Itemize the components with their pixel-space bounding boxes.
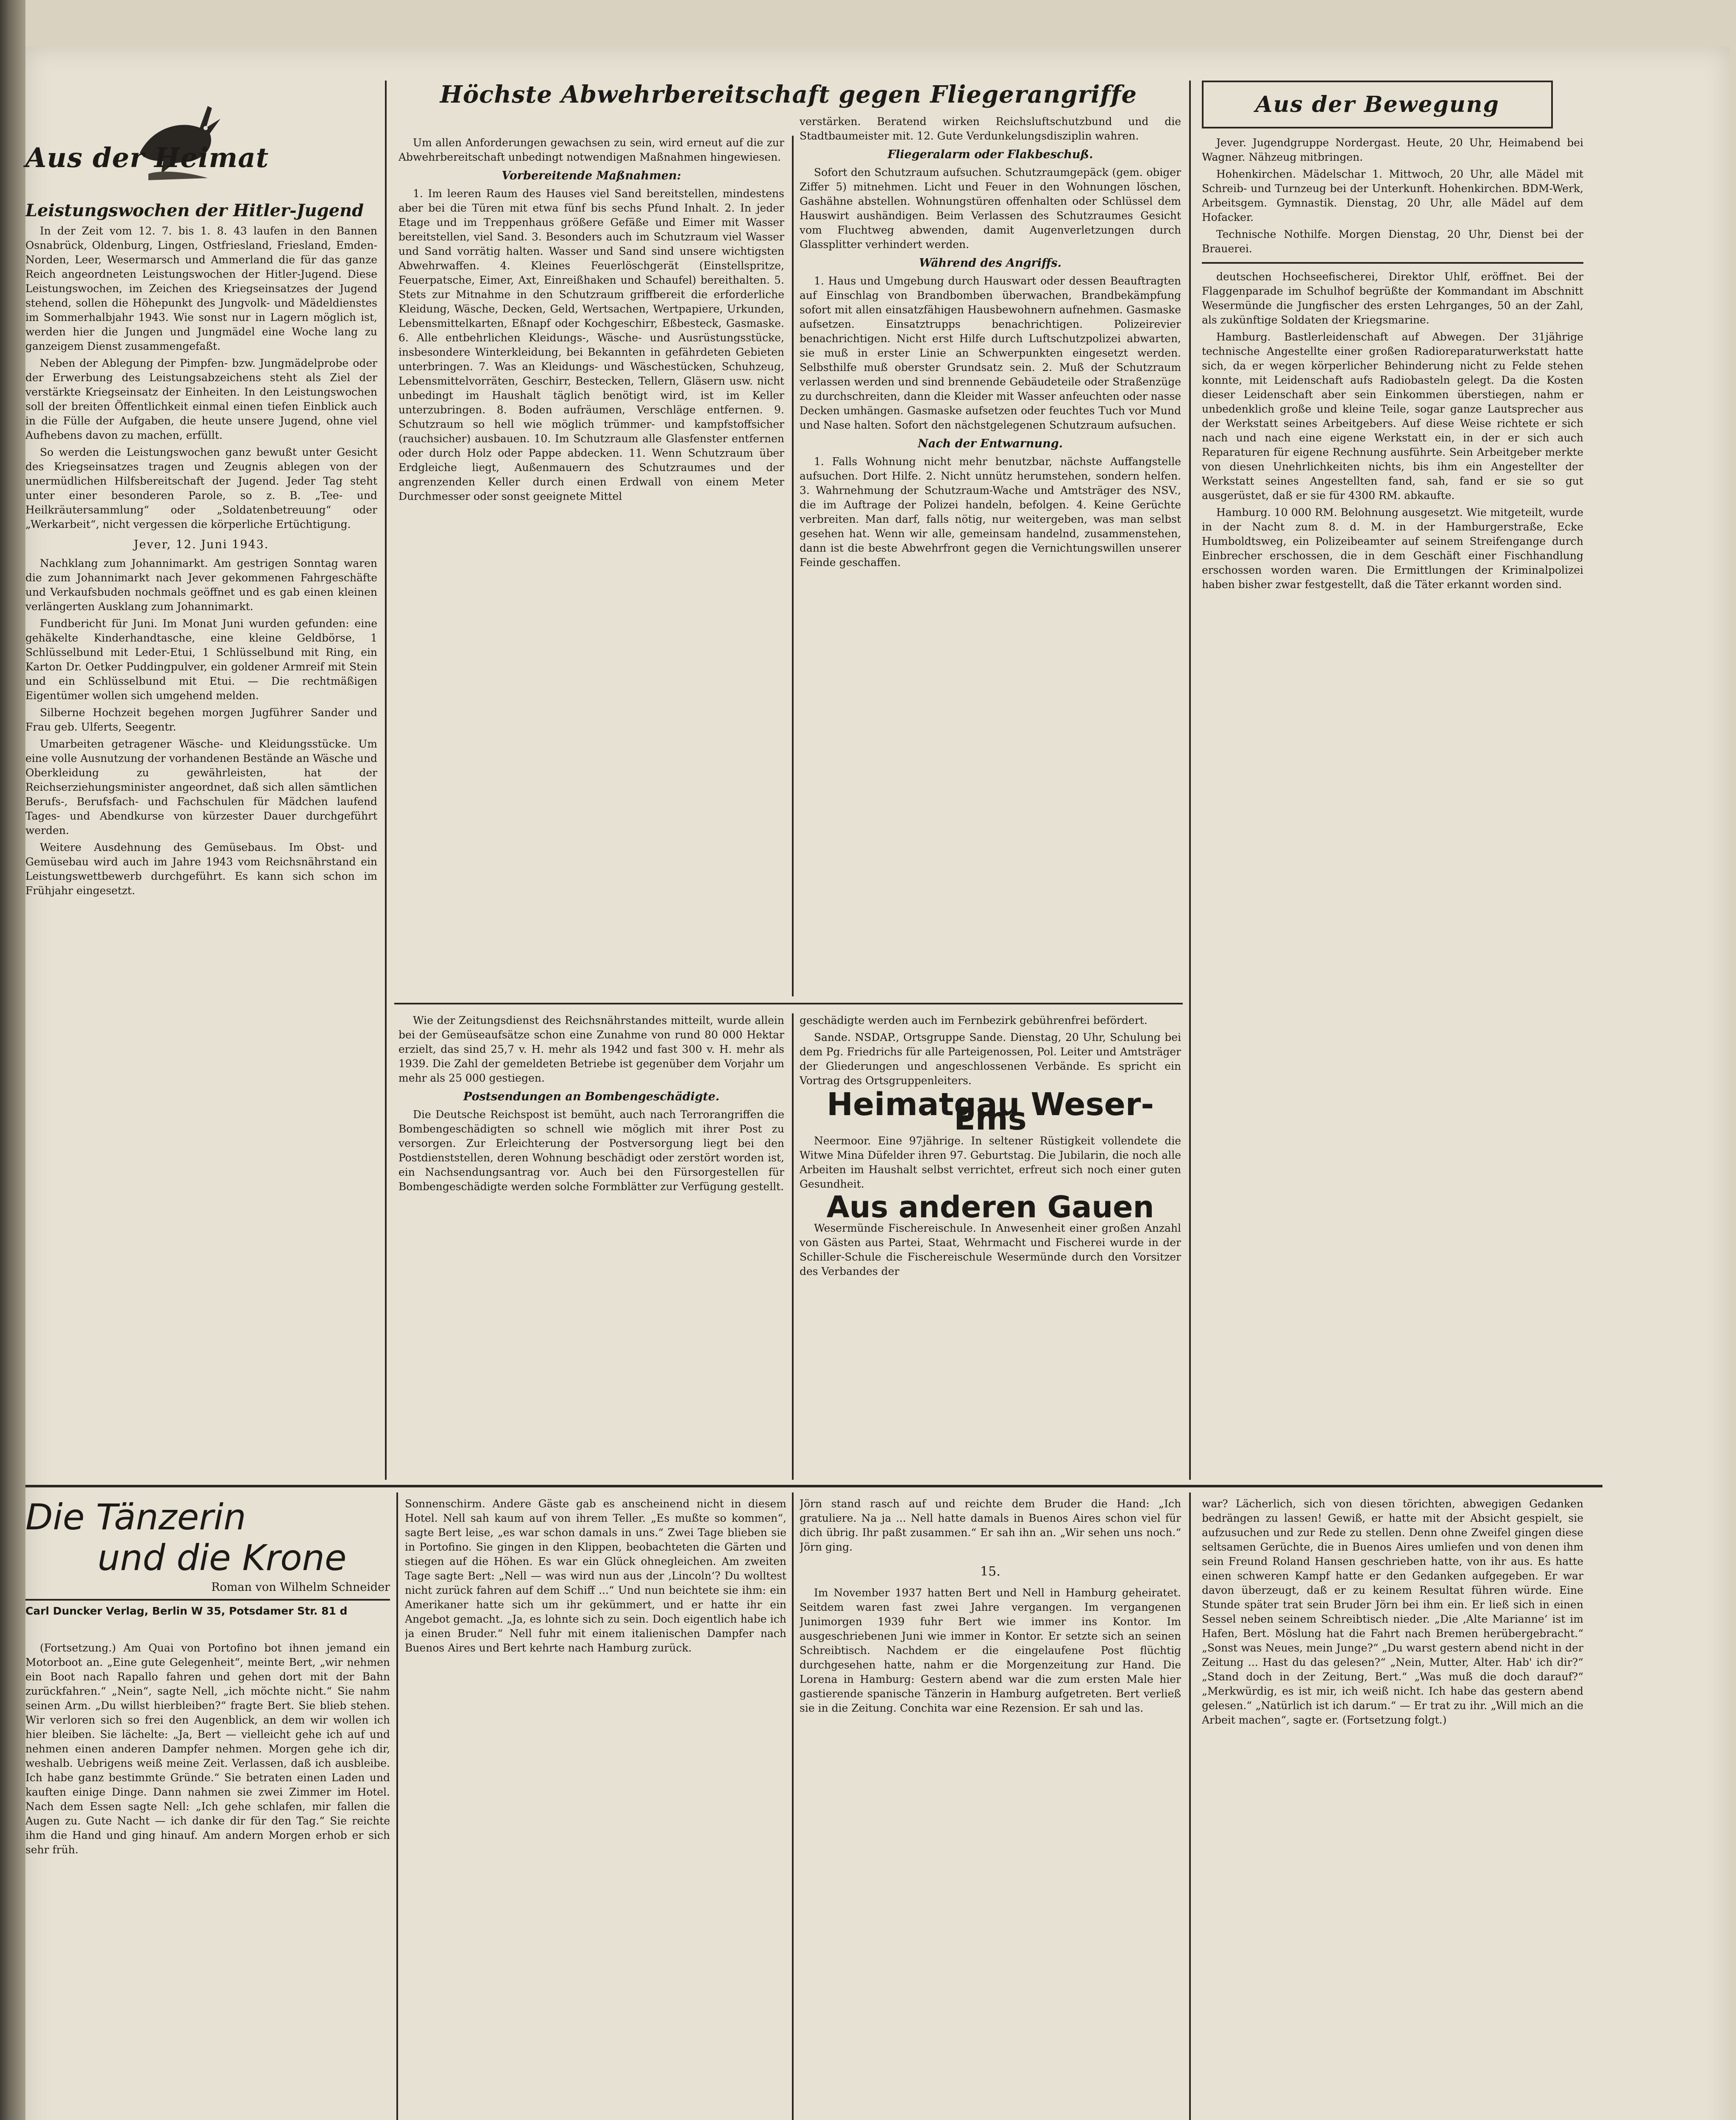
novel-text: (Fortsetzung.) Am Quai von Portofino bot ihnen jemand ein Motorboot an. „Eine gute Gelegenheit“, meinte Bert, „wir nehmen ein Boot nach Rapallo fahren und gehen dort mit der Bahn zurückfahren.“ „Nein“, sagte Nell, „ich möchte nicht.“ Sie nahm seinen Arm. „Du willst hierbleiben?“ fragte Bert. Sie blieb stehen. Wir verloren sich so frei den Augenblick, an dem wir wollen ich hier bleiben. Sie lächelte: „Ja, Bert — vielleicht gehe ich auf und nehmen einen anderen Dampfer nehmen. Morgen gehe ich dir, weshalb. Uebrigens weiß meine Zeit. Verlassen, daß ich ausbleibe. Ich habe ganz bestimmte Gründe.“ Sie betraten einen Laden und kauften einige Dinge. Dann nahmen sie zwei Zimmer im Hotel. Nach dem Essen sagte Nell: „Ich gehe schlafen, mir fallen die Augen zu. Gute Nacht — ich danke dir für den Tag.“ Sie reichte ihm die Hand und ging hinauf. Am andern Morgen erhob er sich sehr früh.: [25, 1642, 390, 1856]
box-aus-der-bewegung: [1202, 81, 1553, 128]
novel-title-block: [25, 1497, 390, 1617]
party-note: Technische Nothilfe. Morgen Dienstag, 20 Uhr, Dienst bei der Brauerei.: [1202, 228, 1583, 255]
subheading: Postsendungen an Bombengeschädigte.: [463, 1090, 719, 1103]
column-mid-left: [398, 1013, 784, 1480]
article-paragraph: 1. Falls Wohnung nicht mehr benutzbar, nächste Auffangstelle aufsuchen. Dort Hilfe. 2. Nicht unnütz herumstehen, sondern helfen. 3. Wahrnehmung der Schutzraum-Wache und Amtsträger des NSV., die im Auftrage der Polizei handeln, befolgen. 4. Keine Gerüchte verbreiten. Man darf, falls nötig, nur weitergeben, was man selbst gesehen hat. Wenn wir alle, gemeinsam handelnd, zusammenstehen, dann ist die beste Abwehrfront gegen die Vernichtungswillen unserer Feinde geschaffen.: [800, 455, 1181, 569]
column-mid-right: [800, 1013, 1181, 1480]
article-paragraph: So werden die Leistungswochen ganz bewußt unter Gesicht des Kriegseinsatzes tragen und Zeugnis ablegen von der unermüdlichen Hilfsbereitschaft der Jugend. Jeder Tag steht unter einer besonderen Parole, so z. B. „Tee- und Heilkräutersammlung“ oder „Soldatenbetreuung“ oder „Werkarbeit“, nicht vergessen die körperliche Ertüchtigung.: [25, 446, 377, 530]
horizontal-rule: [394, 1003, 1183, 1004]
novel-byline: Roman von Wilhelm Schneider: [211, 1581, 390, 1594]
party-note: Sande. NSDAP., Ortsgruppe Sande. Dienstag, 20 Uhr, Schulung bei dem Pg. Friedrichs für alle Parteigenossen, Pol. Leiter und Amtsträger der Gliederungen und angeschlossenen Verbände. Es spricht ein Vortrag des Ortsgruppenleiters.: [800, 1031, 1181, 1087]
chapter-number: 15.: [980, 1564, 1000, 1579]
article-paragraph: Neben der Ablegung der Pimpfen- bzw. Jungmädelprobe oder der Erwerbung des Leistungsabzeichens steht als Ziel der verstärkte Kriegseinsatz der Einheiten. In den Leistungswochen soll der breiten Öffentlichkeit einmal einen tiefen Einblick auch in die Fülle der Aufgaben, die heute unsere Jugend, ohne viel Aufhebens davon zu machen, erfüllt.: [25, 357, 377, 441]
column-rule: [792, 136, 794, 996]
article-paragraph: Hamburg. 10 000 RM. Belohnung ausgesetzt. Wie mitgeteilt, wurde in der Nacht zum 8. d. M. in der Hamburgerstraße, Ecke Humboldtsweg, ein Polizeibeamter auf seinem Streifengange durch Einbrecher erschossen, die in dem Geschäft einer Fischhandlung erschossen worden waren. Die Ermittlungen der Kriminalpolizei haben bisher zwar festgestellt, daß die Täter erkannt worden sind.: [1202, 506, 1583, 591]
article-paragraph: Wesermünde Fischereischule. In Anwesenheit einer großen Anzahl von Gästen aus Partei, Staat, Wehrmacht und Fischerei wurde in der Schiller-Schule die Fischereischule Wesermünde durch den Vorsitzer des Verbandes der: [800, 1222, 1181, 1278]
party-note: Jever. Jugendgruppe Nordergast. Heute, 20 Uhr, Heimabend bei Wagner. Nähzeug mitbringen.: [1202, 137, 1583, 163]
banner-heimatgau: Heimatgau Weser-Ems: [827, 1086, 1154, 1137]
title-rule: [25, 1599, 390, 1601]
headline-abwehrbereitschaft: Höchste Abwehrbereitschaft gegen Fliegerangriffe: [440, 81, 1137, 109]
section-rule: [1202, 262, 1583, 264]
novel-text: Sonnenschirm. Andere Gäste gab es anscheinend nicht in diesem Hotel. Nell sah kaum auf von ihrem Teller. „Es mußte so kommen“, sagte Bert leise, „es war schon damals in uns.“ Zwei Tage blieben sie in Portofino. Sie gingen in den Klippen, beobachteten die Gärten und stiegen auf die Höhen. Es war ein Glück ohnegleichen. Am zweiten Tage sagte Bert: „Nell — was wird nun aus der ‚Lincoln‘? Du wolltest nicht zurück fahren auf dem Schiff ...“ Und nun beichtete sie ihm: ein Amerikaner hatte sich um ihr gekümmert, und er hatte ihr ein Angebot gemacht. „Ja, es lohnte sich zu sein. Doch eigentlich habe ich ja einen Bruder.“ Nell fuhr mit einem italienischen Dampfer nach Buenos Aires und Bert kehrte nach Hamburg zurück.: [405, 1498, 786, 1654]
novel-column-4: [1202, 1497, 1583, 2120]
article-paragraph: verstärken. Beratend wirken Reichsluftschutzbund und die Stadtbaumeister mit. 12. Gute Verdunkelungsdisziplin wahren.: [800, 115, 1181, 142]
local-note: Weitere Ausdehnung des Gemüsebaus. Im Obst- und Gemüsebau wird auch im Jahre 1943 vom Reichsnährstand ein Leistungswettbewerb durchgeführt. Es kann sich schon im Frühjahr eingesetzt.: [25, 841, 377, 897]
banner-aus-anderen-gauen: Aus anderen Gauen: [826, 1190, 1154, 1225]
subheading: Während des Angriffs.: [919, 257, 1062, 270]
novel-title-line2: und die Krone: [98, 1537, 347, 1579]
subheading: Nach der Entwarnung.: [917, 437, 1063, 450]
party-note: Hohenkirchen. Mädelschar 1. Mittwoch, 20 Uhr, alle Mädel mit Schreib- und Turnzeug bei der Unterkunft. Hohenkirchen. BDM-Werk, Arbeitsgem. Gymnastik. Dienstag, 20 Uhr, alle Mädel auf dem Hofacker.: [1202, 168, 1583, 223]
article-paragraph: deutschen Hochseefischerei, Direktor Uhlf, eröffnet. Bei der Flaggenparade im Schulhof begrüßte der Kommandant im Abschnitt Wesermünde die Jungfischer des ersten Lehrganges, 50 an der Zahl, als zukünftige Soldaten der Kriegsmarine.: [1202, 271, 1583, 326]
column-heimat: [25, 204, 377, 1492]
local-note: Fundbericht für Juni. Im Monat Juni wurden gefunden: eine gehäkelte Kinderhandtasche, eine kleine Geldbörse, 1 Schlüsselbund mit Leder-Etui, 1 Schlüsselbund mit Ring, ein Karton Dr. Oetker Puddingpulver, ein goldener Armreif mit Stein und ein Schlüsselbund mit Etui. — Die rechtmäßigen Eigentümer wollen sich umgehend melden.: [25, 617, 377, 702]
article-paragraph: Die Deutsche Reichspost ist bemüht, auch nach Terrorangriffen die Bombengeschädigten so schnell wie möglich mit ihrer Post zu versorgen. Zur Erleichterung der Postversorgung liegt bei den Postdienststellen, deren Wohnung beschädigt oder zerstört worden ist, ein Nachsendungsantrag vor. Auch bei den Fürsorgestellen für Bombengeschädigte werden solche Formblätter zur Verfügung gestellt.: [398, 1108, 784, 1193]
subheading: Vorbereitende Maßnahmen:: [502, 169, 681, 182]
newspaper-page: [25, 47, 1730, 2120]
article-paragraph: Wie der Zeitungsdienst des Reichsnährstandes mitteilt, wurde allein bei der Gemüseaufsätze schon eine Zunahme von rund 80 000 Hektar erzielt, das sind 25,7 v. H. mehr als 1942 und fast 300 v. H. mehr als 1939. Die Zahl der gemeldeten Betriebe ist gegenüber dem Vorjahr um mehr als 25 000 gestiegen.: [398, 1014, 784, 1084]
novel-text: Jörn stand rasch auf und reichte dem Bruder die Hand: „Ich gratuliere. Na ja ... Nell hatte damals in Buenos Aires schon viel für dich übrig. Ihr paßt zusammen.“ Er sah ihn an. „Wir sehen uns noch.“ Jörn ging.: [800, 1498, 1181, 1553]
novel-column-2: [405, 1497, 786, 2120]
scan-left-edge: [0, 0, 25, 2120]
subheading: Fliegeralarm oder Flakbeschuß.: [887, 148, 1093, 161]
novel-column-1: [25, 1641, 390, 2120]
local-note: Umarbeiten getragener Wäsche- und Kleidungsstücke. Um eine volle Ausnutzung der vorhandenen Bestände an Wäsche und Oberkleidung zu gewährleisten, hat der Reichserziehungsminister angeordnet, daß sich allen sämtlichen Berufs-, Berufsfach- und Fachschulen für Mädchen laufend Tages- und Abendkurse von kürzester Dauer durchgeführt werden.: [25, 738, 377, 837]
article-paragraph: Um allen Anforderungen gewachsen zu sein, wird erneut auf die zur Abwehrbereitschaft unbedingt notwendigen Maßnahmen hingewiesen.: [398, 137, 784, 163]
article-paragraph: 1. Haus und Umgebung durch Hauswart oder dessen Beauftragten auf Einschlag von Brandbomben überwachen, Brandbekämpfung sofort mit allen einsatzfähigen Hausbewohnern aufnehmen. Gasmaske aufsetzen. Einsatztrupps benachrichtigen. Polizeirevier benachrichtigen. Nicht erst Hilfe durch Luftschutzpolizei abwarten, sie muß in erster Linie an Schwerpunkten eingesetzt werden. Selbsthilfe muß oberster Grundsatz sein. 2. Muß der Schutzraum verlassen werden und sind brennende Gebäudeteile oder Straßenzüge zu durchschreiten, dann die Kleider mit Wasser anfeuchten oder nasse Decken umhängen. Gasmaske aufsetzen oder feuchtes Tuch vor Mund und Nase halten. Sofort den nächstgelegenen Schutzraum aufsuchen.: [800, 275, 1181, 431]
column-rule: [385, 81, 387, 1480]
local-note: Silberne Hochzeit begehen morgen Jugführer Sander und Frau geb. Ulferts, Seegentr.: [25, 706, 377, 733]
article-paragraph: Sofort den Schutzraum aufsuchen. Schutzraumgepäck (gem. obiger Ziffer 5) mitnehmen. Licht und Feuer in den Wohnungen löschen, Gashähne abstellen. Wohnungstüren offenhalten oder Schlüssel dem Hauswirt aushändigen. Beim Verlassen des Schutzraumes Gesicht vom Fluchtweg abwenden, damit Augenverletzungen durch Glassplitter verhindert werden.: [800, 166, 1181, 251]
novel-publisher: Carl Duncker Verlag, Berlin W 35, Potsdamer Str. 81 d: [25, 1605, 348, 1617]
article-title-hitler-jugend: Leistungswochen der Hitler-Jugend: [25, 204, 364, 220]
article-paragraph: In der Zeit vom 12. 7. bis 1. 8. 43 laufen in den Bannen Osnabrück, Oldenburg, Lingen, Ostfriesland, Friesland, Emden-Norden, Leer, Wesermarsch und Ammerland die für das ganze Reich angeordneten Leistungswochen der Hitler-Jugend. Diese Leistungswochen, im Zeichen des Kriegseinsatzes der Jugend stehend, sollen die Höhepunkt des Jungvolk- und Mädeldienstes im Sommerhalbjahr 1943. Wie sonst nur in Lagern möglich ist, werden hier die Jungen und Jungmädel eine Woche lang zu ganzeigem Dienst zusammengefaßt.: [25, 225, 377, 352]
article-paragraph: geschädigte werden auch im Fernbezirk gebührenfrei befördert.: [800, 1014, 1148, 1027]
column-abwehr-right: [800, 114, 1181, 996]
dateline: Jever, 12. Juni 1943.: [134, 538, 269, 551]
horizontal-rule-novel: [25, 1485, 1602, 1487]
novel-title-line1: Die Tänzerin: [25, 1496, 246, 1538]
column-rule: [396, 1492, 398, 2120]
column-rule: [1189, 81, 1191, 1480]
article-paragraph: 1. Im leeren Raum des Hauses viel Sand bereitstellen, mindestens aber bei die Türen mit etwa fünf bis sechs Pfund Inhalt. 2. In jeder Etage und im Treppenhaus größere Gefäße und Eimer mit Wasser bereitstellen, viel Sand. 3. Besonders auch im Schutzraum viel Wasser und Sand vorrätig halten. Wasser und Sand sind unsere wichtigsten Abwehrwaffen. 4. Kleines Feuerlöschgerät (Einstellspritze, Feuerpatsche, Eimer, Axt, Einreißhaken und Schaufel) bereithalten. 5. Stets zur Mitnahme in den Schutzraum griffbereit die erforderliche Kleidung, Wäsche, Decken, Geld, Wertsachen, Wertpapiere, Urkunden, Lebensmittelkarten, Eßnapf oder Kochgeschirr, Eßbesteck, Gasmaske. 6. Alle entbehrlichen Kleidungs-, Wäsche- und Ausrüstungsstücke, insbesondere Winterkleidung, bei Bekannten in gefährdeten Gebieten unterbringen. 7. Was an Kleidungs- und Wäschestücken, Schuhzeug, Lebensmittelvorräten, Geschirr, Bestecken, Tellern, Gläsern usw. nicht unbedingt im Haushalt täglich benötigt wird, ist im Keller unterzubringen. 8. Boden aufräumen, Verschläge entfernen. 9. Schutzraum so hell wie möglich trümmer- und kampfstoffsicher (rauchsicher) ausbauen. 10. Im Schutzraum alle Glasfenster entfernen oder durch Holz oder Pappe abdecken. 11. Wenn Schutzraum über Erdgleiche liegt, Außenmauern des Schutzraumes und der angrenzenden Keller durch einen Erdwall von einem Meter Durchmesser oder sonst geeignete Mittel: [398, 187, 784, 502]
column-abwehr-left: [398, 136, 784, 996]
column-rule: [792, 1013, 794, 1480]
box-title: Aus der Bewegung: [1255, 92, 1499, 117]
column-bewegung: [1202, 136, 1583, 1480]
novel-text: war? Lächerlich, sich von diesen törichten, abwegigen Gedanken bedrängen zu lassen! Gewiß, er hatte mit der Absicht gespielt, sie aufzusuchen und zur Rede zu stellen. Denn ohne Zweifel gingen diese seltsamen Gerüchte, die in Buenos Aires umliefen und von denen ihm sein Freund Roland Hansen geschrieben hatte, von ihr aus. Es hatte einen schweren Kampf hatte er den Gedanken aufgegeben. Er war davon überzeugt, daß er zu keinem Resultat führen würde. Eine Stunde später trat sein Bruder Jörn bei ihm ein. Er ließ sich in einen Sessel neben seinem Schreibtisch nieder. „Die ‚Alte Marianne‘ ist im Hafen, Bert. Möslung hat die Fahrt nach Bremen herübergebracht.“ „Sonst was Neues, mein Junge?“ „Du warst gestern abend nicht in der Zeitung ... Hast du das gelesen?“ „Nein, Mutter, Alter. Hab' ich dir?“ „Stand doch in der Zeitung, Bert.“ „Was muß die doch darauf?“ „Merkwürdig, es ist mir, ich weiß nicht. Ich habe das gestern abend gelesen.“ „Natürlich ist ich darum.“ — Er trat zu ihr. „Will mich an die Arbeit machen“, sagte er. (Fortsetzung folgt.): [1202, 1498, 1583, 1726]
section-header-heimat: Aus der Heimat: [25, 142, 269, 174]
local-note: Nachklang zum Johannimarkt. Am gestrigen Sonntag waren die zum Johannimarkt nach Jever gekommenen Fahrgeschäfte und Verkaufsbuden nochmals geöffnet und es gab einen kleinen verlängerten Ausklang zum Johannimarkt.: [25, 557, 377, 613]
article-paragraph: Neermoor. Eine 97jährige. In seltener Rüstigkeit vollendete die Witwe Mina Düfelder ihren 97. Geburtstag. Die Jubilarin, die noch alle Arbeiten im Haushalt selbst verrichtet, erfreut sich noch einer guten Gesundheit.: [800, 1135, 1181, 1190]
column-rule: [1189, 1492, 1191, 2120]
article-paragraph: Hamburg. Bastlerleidenschaft auf Abwegen. Der 31jährige technische Angestellte einer großen Radioreparaturwerkstatt hatte sich, da er wegen körperlicher Behinderung nicht zu Felde stehen konnte, mit Leidenschaft aufs Radiobasteln gelegt. Da die Kosten dieser Leidenschaft aber sein Einkommen überstiegen, nahm er unbedenklich große und kleine Teile, sogar ganze Lautsprecher aus der Werkstatt seines Arbeitgebers. Auf diese Weise richtete er sich nach und nach eine eigene Werkstatt ein, in der er sich auch Reparaturen für eigene Rechnung ausführte. Sein Arbeitgeber merkte von diesen Unehrlichkeiten nichts, bis ihm ein Angestellter der Werkstatt seines Angestellten fand, sah, fand er sie so gut ausgerüstet, daß er sie für 4300 RM. abkaufte.: [1202, 331, 1583, 502]
column-rule: [792, 1492, 794, 2120]
novel-text: Im November 1937 hatten Bert und Nell in Hamburg geheiratet. Seitdem waren fast zwei Jahre vergangen. Im vergangenen Junimorgen 1939 fuhr Bert wie immer ins Kontor. Im ausgeschriebenen Juni wie immer in Kontor. Er setzte sich an seinen Schreibtisch. Nachdem er die eingelaufene Post flüchtig durchgesehen hatte, nahm er die Morgenzeitung zur Hand. Die Lorena in Hamburg: Gestern abend war die zum ersten Male hier gastierende spanische Tänzerin in Hamburg aufgetreten. Bert verließ sie in die Zeitung. Conchita war eine Rezension. Er sah und las.: [800, 1587, 1181, 1714]
novel-column-3: [800, 1497, 1181, 2120]
